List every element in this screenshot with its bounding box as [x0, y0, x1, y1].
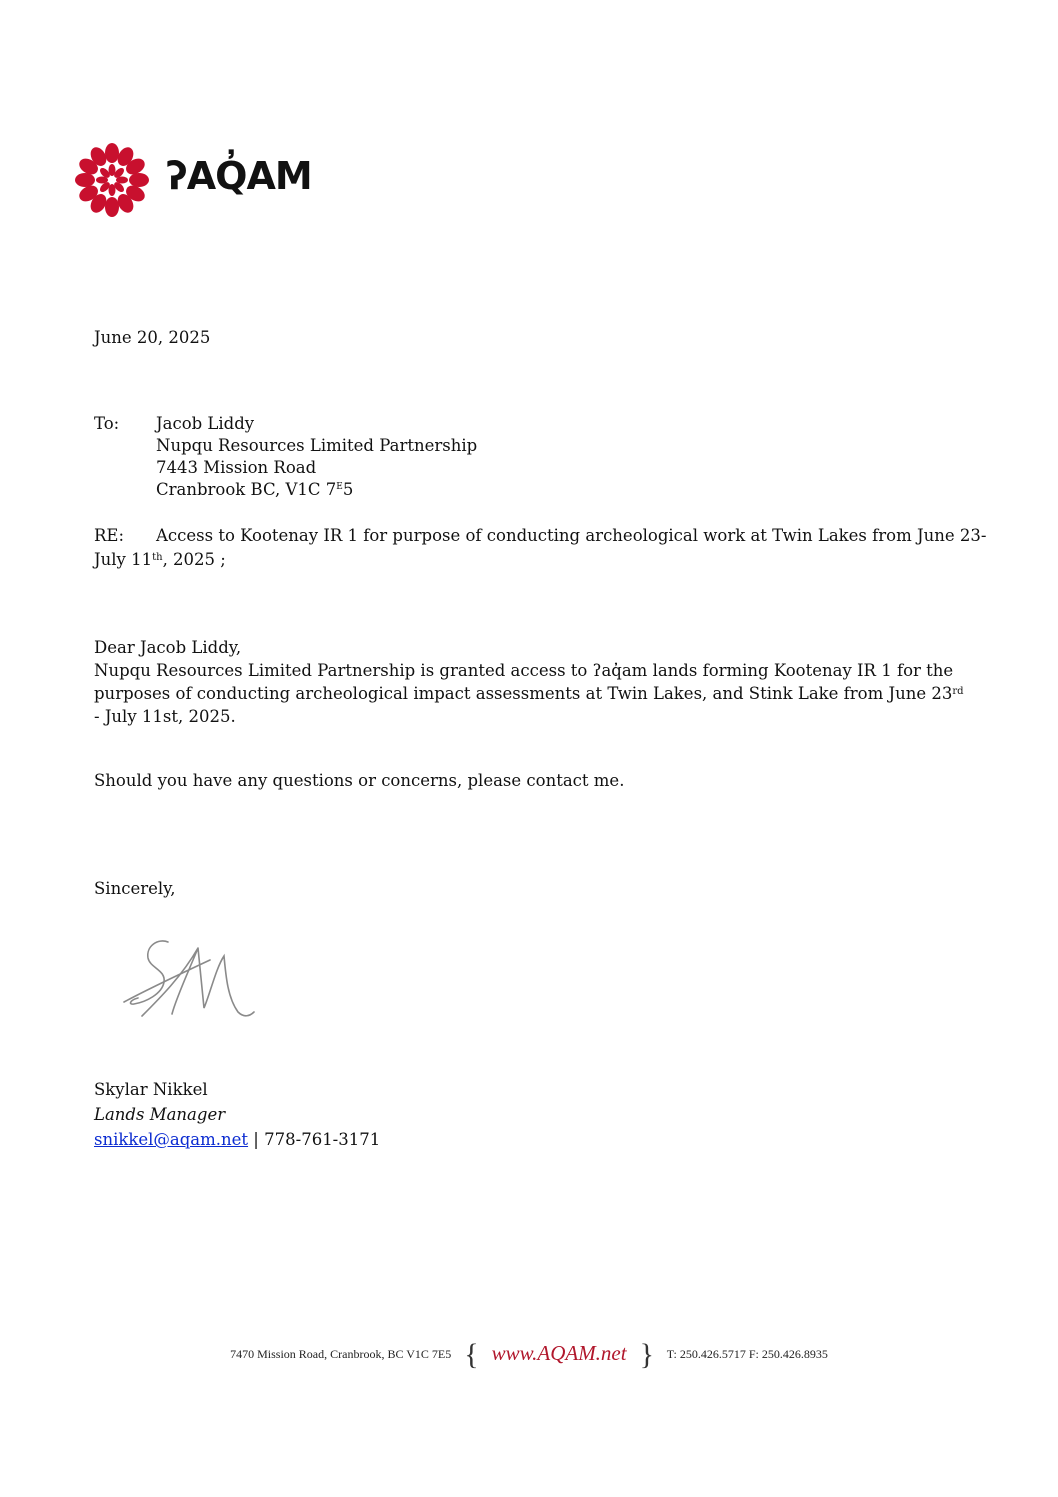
recipient-city: Cranbrook BC, V1C $7^E5$ [156, 480, 354, 499]
footer-address: 7470 Mission Road, Cranbrook, BC V1C 7E5 [230, 1347, 452, 1361]
re-label: RE: [94, 526, 125, 545]
signer-title: Lands Manager [94, 1105, 226, 1124]
subject-line-2: July 11th, 2025 ; [94, 550, 226, 569]
letter-date: June 20, 2025 [94, 328, 211, 347]
handwritten-signature [120, 928, 260, 1028]
recipient-name: Jacob Liddy [156, 414, 255, 433]
footer-website: www.AQAM.net [491, 1341, 627, 1365]
signer-block [94, 1077, 380, 1152]
signer-contact: snikkel@aqam.net | 778-761-3171 [94, 1130, 381, 1149]
body-paragraph: Nupqu Resources Limited Partnership is granted access to ʔaq̓am lands forming Kootenay IR 1 for the purposes of conducting archeological impact assessments at Twin Lakes, and Stink Lake from June 23rd - July 11st, 2025. [94, 661, 964, 726]
letterhead-footer: 7470 Mission Road, Cranbrook, BC V1C 7E5 { www.AQAM.net } T: 250.426.5717 F: 250.426.8935 [230, 1338, 828, 1371]
signer-name: Skylar Nikkel [94, 1080, 208, 1099]
salutation: Dear Jacob Liddy, [94, 638, 242, 657]
sign-off: Sincerely, [94, 879, 176, 898]
letter-body [94, 636, 974, 728]
signer-phone: 778-761-3171 [264, 1130, 381, 1149]
recipient-company: Nupqu Resources Limited Partnership [156, 436, 478, 455]
organization-logo [72, 140, 332, 220]
signer-email-link[interactable]: snikkel@aqam.net [94, 1130, 249, 1149]
closing-line: Should you have any questions or concerns, please contact me. [94, 771, 625, 790]
subject-block [94, 525, 986, 571]
logo-wordmark: ʔAQ̓AM [166, 154, 312, 198]
subject-line-1: Access to Kootenay IR 1 for purpose of conducting archeological work at Twin Lakes from June 23- [156, 526, 987, 545]
footer-phone: T: 250.426.5717 F: 250.426.8935 [666, 1347, 828, 1361]
to-label: To: [94, 414, 120, 433]
recipient-block [94, 413, 477, 501]
flower-emblem-icon [72, 140, 152, 220]
recipient-street: 7443 Mission Road [156, 458, 317, 477]
